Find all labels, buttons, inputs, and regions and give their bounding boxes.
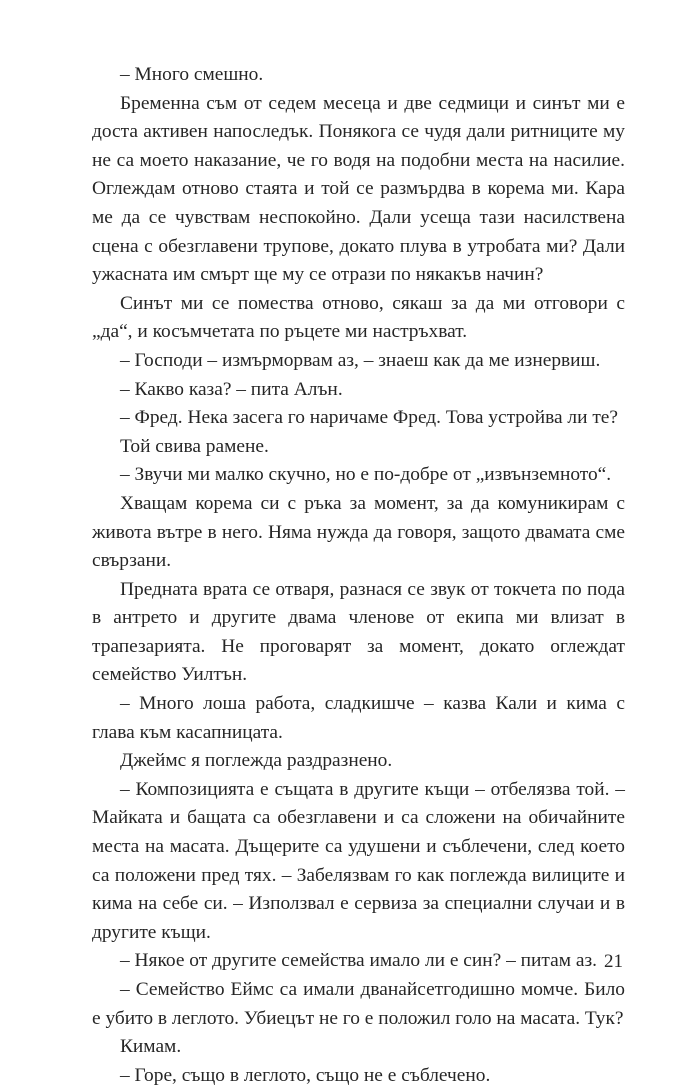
paragraph: – Фред. Нека засега го наричаме Фред. Това устройва ли те? [120,407,619,429]
paragraph: – Семейство Еймс са имали дванайсетгодишно момче. Било е убито в леглото. Убиецът не го е положил голо на масата. Тук? [92,979,625,1029]
body-text [92,61,625,1090]
paragraph: – Горе, също в леглото, също не е съблечено. [120,1064,491,1086]
paragraph: – Много лоша работа, сладкишче – казва Кали и кима с глава към касапницата. [92,693,625,743]
paragraph: – Звучи ми малко скучно, но е по-добре от „извънземното“. [120,464,612,486]
paragraph: Джеймс я поглежда раздразнено. [120,750,393,772]
paragraph: Синът ми се помества отново, сякаш за да ми отговори с „да“, и косъмчетата по ръцете ми настръхват. [92,292,625,343]
paragraph: Хващам корема си с ръка за момент, за да комуникирам с живота вътре в него. Няма нужда да говоря, защото двамата сме свързани. [92,492,625,572]
paragraph: Кимам. [120,1036,182,1058]
page-number: 21 [604,951,623,972]
paragraph: – Много смешно. [120,64,264,85]
paragraph: – Какво каза? – пита Алън. [120,378,343,400]
paragraph: Бременна съм от седем месеца и две седмици и синът ми е доста активен напоследък. Понякога се чудя дали ритниците му не са моето наказание, че го водя на подобни места на насилие. Оглеждам отново стаята и той се размърдва в корема ми. Кара ме да се чувствам неспокойно. Дали усеща тази насилствена сцена с обезглавени трупове, докато плува в утробата ми? Дали ужасната им смърт ще му се отрази по някакъв начин? [92,92,625,286]
paragraph: Той свива рамене. [120,435,269,457]
paragraph: – Някое от другите семейства имало ли е син? – питам аз. [120,950,597,972]
paragraph: – Композицията е същата в другите къщи – отбелязва той. – Майката и бащата са обезглавени и са сложени на обичайните места на масата. Дъщерите са удушени и съблечени, след което са положени пред тях. – Забелязвам го как поглежда вилиците и кима на себе си. – Използвал е сервиза за специални случаи и в другите къщи. [92,778,625,943]
paragraph: Предната врата се отваря, разнася се звук от токчета по пода в антрето и другите двама членове от екипа ми влизат в трапезарията. Не проговарят за момент, докато оглеждат семейство Уилтън. [92,578,625,686]
paragraph: – Господи – измърморвам аз, – знаеш как да ме изнервиш. [120,349,601,371]
